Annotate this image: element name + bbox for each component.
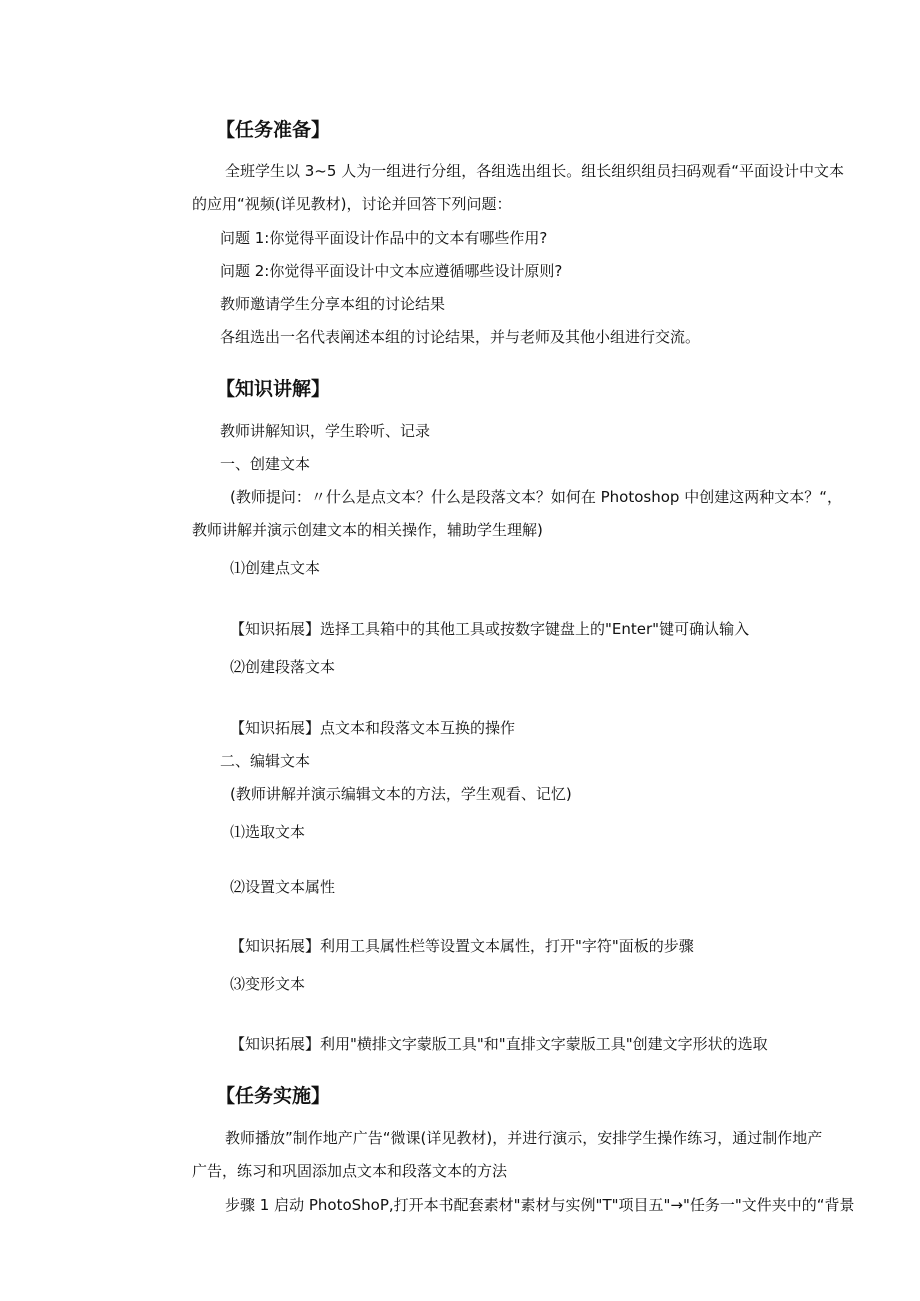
item-set-text-attributes: ⑵设置文本属性 — [230, 878, 336, 896]
part2-note: (教师讲解并演示编辑文本的方法，学生观看、记忆) — [230, 785, 572, 803]
knowledge-extension-4: 【知识拓展】利用"横排文字蒙版工具"和"直排文字蒙版工具"创建文字形状的选取 — [230, 1035, 768, 1053]
implement-paragraph-line-1: 教师播放”制作地产广告“微课(详见教材)，并进行演示，安排学生操作练习，通过制作地产 — [225, 1129, 823, 1147]
prep-paragraph-line-2: 的应用“视频(详见教材)，讨论并回答下列问题： — [192, 195, 512, 213]
part1-title: 一、创建文本 — [220, 455, 311, 473]
knowledge-extension-1: 【知识拓展】选择工具箱中的其他工具或按数字键盘上的"Enter"键可确认输入 — [230, 620, 750, 638]
item-warp-text: ⑶变形文本 — [230, 975, 306, 993]
part2-title: 二、编辑文本 — [220, 752, 311, 770]
question-1: 问题 1:你觉得平面设计作品中的文本有哪些作用? — [220, 229, 548, 247]
part1-note-line-1: (教师提问：〃什么是点文本？什么是段落文本？如何在 Photoshop 中创建这两种文本？“， — [230, 488, 842, 506]
implement-paragraph-line-2: 广告，练习和巩固添加点文本和段落文本的方法 — [192, 1162, 508, 1180]
step-1: 步骤 1 启动 PhotoShoP,打开本书配套素材"素材与实例"T"项目五"→"任务一"文件夹中的“背景 — [225, 1196, 855, 1214]
part1-note-line-2: 教师讲解并演示创建文本的相关操作，辅助学生理解) — [192, 521, 543, 539]
knowledge-extension-3: 【知识拓展】利用工具属性栏等设置文本属性，打开"字符"面板的步骤 — [230, 937, 694, 955]
heading-task-prep: 【任务准备】 — [216, 119, 331, 141]
teacher-invite-share: 教师邀请学生分享本组的讨论结果 — [220, 295, 446, 313]
heading-knowledge: 【知识讲解】 — [216, 378, 331, 400]
item-create-paragraph-text: ⑵创建段落文本 — [230, 658, 336, 676]
heading-task-implement: 【任务实施】 — [216, 1085, 331, 1107]
prep-paragraph-line-1: 全班学生以 3~5 人为一组进行分组，各组选出组长。组长组织组员扫码观看“平面设计中文本 — [225, 162, 844, 180]
item-create-point-text: ⑴创建点文本 — [230, 559, 321, 577]
knowledge-extension-2: 【知识拓展】点文本和段落文本互换的操作 — [230, 719, 516, 737]
question-2: 问题 2:你觉得平面设计中文本应遵循哪些设计原则? — [220, 262, 563, 280]
knowledge-intro: 教师讲解知识，学生聆听、记录 — [220, 422, 431, 440]
group-exchange: 各组选出一名代表阐述本组的讨论结果，并与老师及其他小组进行交流。 — [220, 328, 701, 346]
item-select-text: ⑴选取文本 — [230, 823, 306, 841]
